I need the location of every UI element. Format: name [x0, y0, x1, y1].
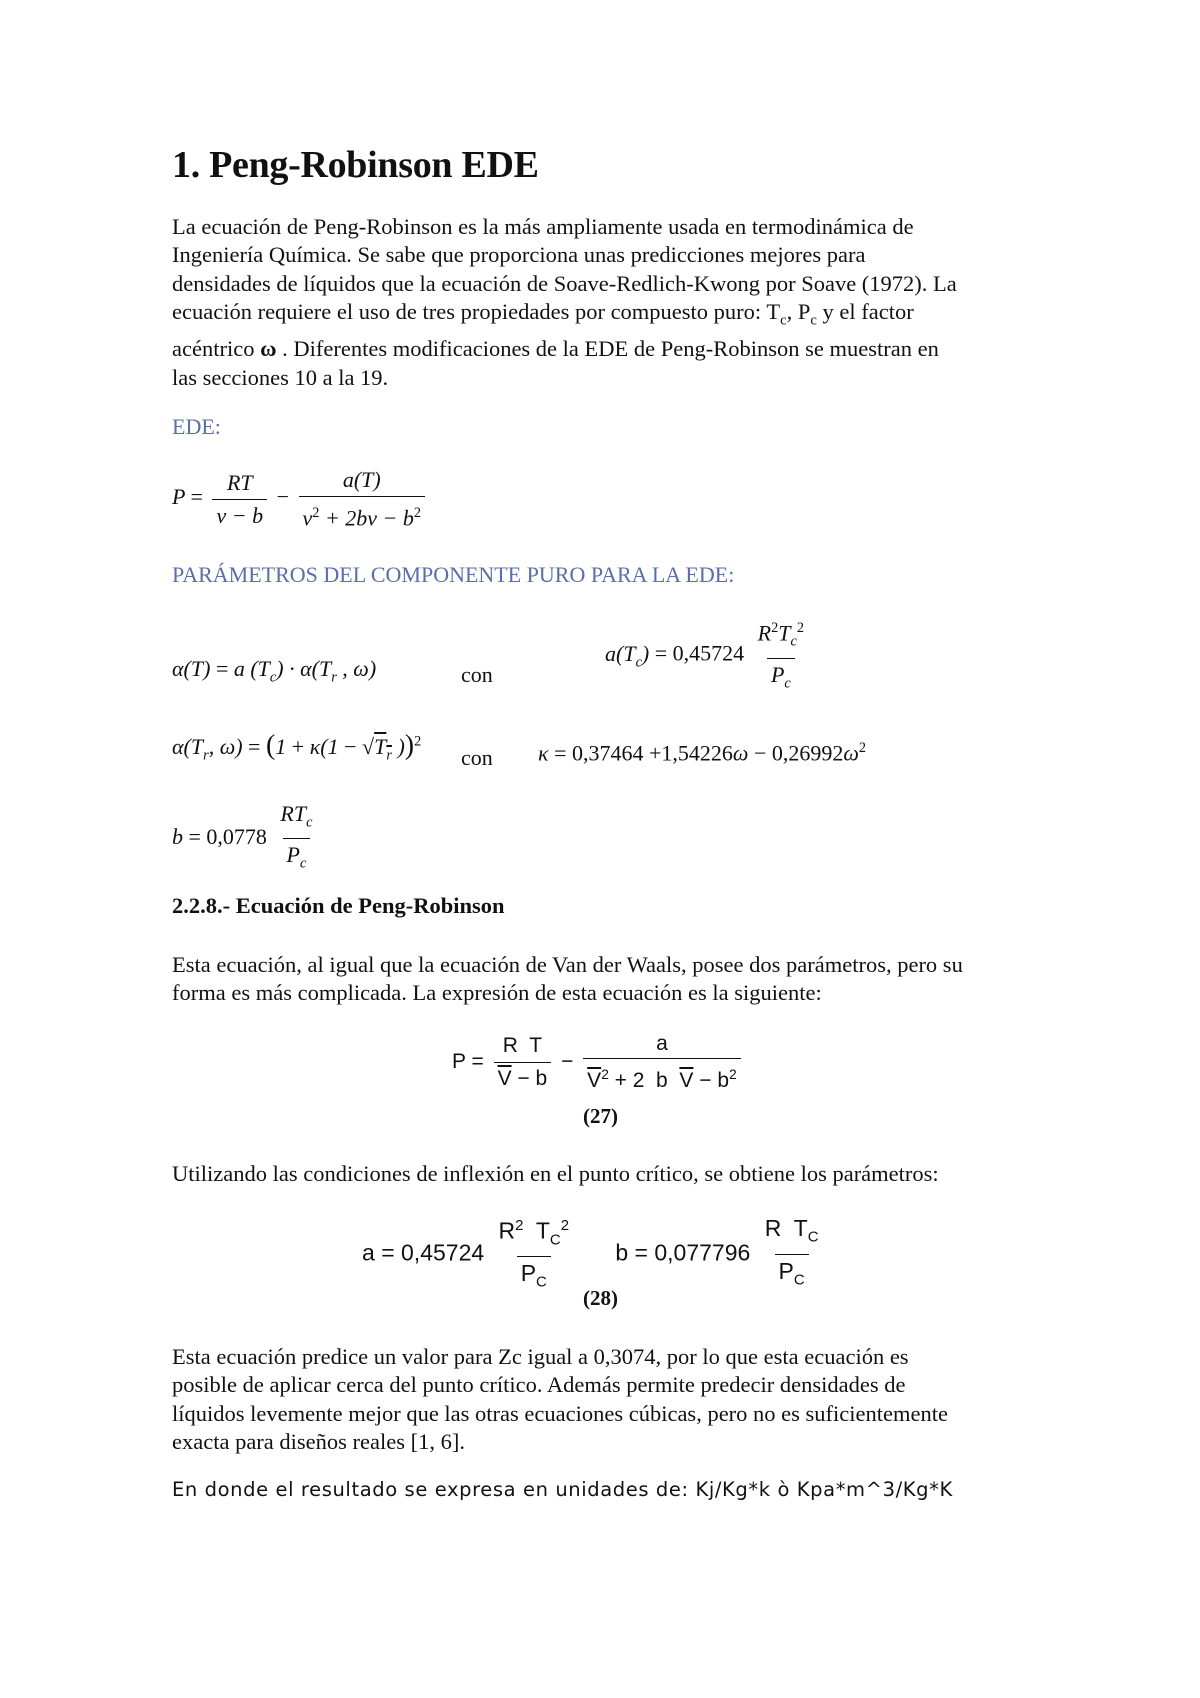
- intro-text: acéntrico: [172, 336, 261, 362]
- equation-27-label: (27): [583, 1104, 618, 1128]
- fraction: $\frac{R^2T_c^2}{P_c}$: [754, 614, 808, 697]
- b-coefficient: 0,0778: [206, 823, 267, 849]
- kappa-c0: 0,37464: [571, 740, 644, 766]
- b28-coefficient: 0,077796: [654, 1239, 751, 1266]
- intro-line: [172, 335, 1052, 363]
- alpha-tr-equation: $\alpha(T_r$, $\omega) = (1 + \kappa(1 - √T_r$ ))$^2$: [172, 730, 422, 764]
- alpha-t-equation: α(T) = a $(T_c) \cdot \alpha(T_r$ , ω): [172, 656, 377, 686]
- kappa-c1: 1,54226: [661, 740, 733, 766]
- con-label: con: [461, 662, 493, 687]
- params-label: PARÁMETROS DEL COMPONENTE PURO PARA LA EDE:: [172, 562, 735, 587]
- fraction: $\frac{RT}{v - b}$: [212, 469, 267, 530]
- fraction: $\frac{R^2 T_C^2}{P_C}$: [495, 1212, 573, 1297]
- equation-28-label: (28): [583, 1286, 618, 1310]
- ede-equation: P = $\frac{RT}{v - b}$ − $\frac{a(T)}{v^2 + 2bv - b^2}$: [172, 466, 429, 532]
- fraction: $\frac{R T_C}{P_C}$: [761, 1214, 823, 1294]
- intro-text: y el factor: [816, 299, 914, 325]
- equation-27: P = $\frac{\text{R T}}{\overline{V} - b}$ − $\frac{a}{\overline{V}^2 + 2 b \overline{V} - b^2}$: [452, 1030, 745, 1095]
- paragraph-line: posible de aplicar cerca del punto crítico. Además permite predecir densidades de: [172, 1372, 906, 1398]
- paragraph-line: exacta para diseños reales [1, 6].: [172, 1429, 465, 1455]
- paragraph-line: Esta ecuación, al igual que la ecuación de Van der Waals, posee dos parámetros, pero su: [172, 952, 963, 977]
- intro-paragraph: [172, 213, 1052, 392]
- a-coefficient: 0,45724: [672, 640, 745, 666]
- intro-line: las secciones 10 a la 19.: [172, 364, 389, 390]
- intro-text: , P: [786, 299, 811, 325]
- a-tc-equation: $a(T_c) = 0,45724$ $\frac{R^2T_c^2}{P_c}$: [605, 614, 812, 697]
- units-line: En donde el resultado se expresa en unidades de: Kj/Kg*k ò Kpa*m^3/Kg*K: [172, 1478, 953, 1501]
- paragraph-3: [172, 1343, 1052, 1457]
- intro-line: Ingeniería Química. Se sabe que proporciona unas predicciones mejores para: [172, 242, 866, 268]
- fraction: $\frac{\text{R T}}{\overline{V} - b}$: [494, 1032, 552, 1093]
- tc-subscript: c: [780, 312, 787, 329]
- intro-text: . Diferentes modificaciones de la EDE de Peng-Robinson se muestran en: [276, 336, 939, 362]
- kappa-c2: 0,26992: [771, 740, 844, 766]
- paragraph-line: forma es más complicada. La expresión de esta ecuación es la siguiente:: [172, 980, 822, 1006]
- paragraph-2: Utilizando las condiciones de inflexión en el punto crítico, se obtiene los parámetros:: [172, 1161, 939, 1186]
- intro-line: densidades de líquidos que la ecuación de Soave-Redlich-Kwong por Soave (1972). La: [172, 270, 957, 296]
- paragraph-line: líquidos levemente mejor que las otras ecuaciones cúbicas, pero no es suficientemente: [172, 1400, 948, 1426]
- equation-28: a = 0,45724 $\frac{R^2 T_C^2}{P_C}$ b = 0,077796 $\frac{R T_C}{P_C}$: [362, 1212, 827, 1297]
- section-heading: 2.2.8.- Ecuación de Peng-Robinson: [172, 893, 505, 918]
- omega-symbol: ω: [260, 336, 277, 362]
- ede-label: EDE:: [172, 414, 221, 439]
- page-title: 1. Peng-Robinson EDE: [172, 144, 539, 186]
- a28-coefficient: 0,45724: [401, 1239, 485, 1266]
- b-equation: b = 0,0778 $\frac{RT_c}{P_c}$: [172, 800, 320, 878]
- fraction: $\frac{a}{\overline{V}^2 + 2 b \overline{V} - b^2}$: [583, 1030, 740, 1095]
- kappa-equation: $\kappa = 0,37464 +1,54226\omega - 0,26992\omega^2$: [538, 740, 867, 766]
- pc-subscript: c: [810, 312, 817, 329]
- intro-text: ecuación requiere el uso de tres propiedades por compuesto puro: T: [172, 299, 781, 325]
- fraction: $\frac{a(T)}{v^2 + 2bv - b^2}$: [299, 466, 426, 532]
- fraction: $\frac{RT_c}{P_c}$: [276, 800, 316, 878]
- paragraph-line: Esta ecuación predice un valor para Zc igual a 0,3074, por lo que esta ecuación es: [172, 1344, 909, 1369]
- intro-line: La ecuación de Peng-Robinson es la más ampliamente usada en termodinámica de: [172, 214, 914, 239]
- intro-line: [172, 298, 1052, 335]
- paragraph-1: [172, 951, 1052, 1008]
- con-label: con: [461, 745, 493, 770]
